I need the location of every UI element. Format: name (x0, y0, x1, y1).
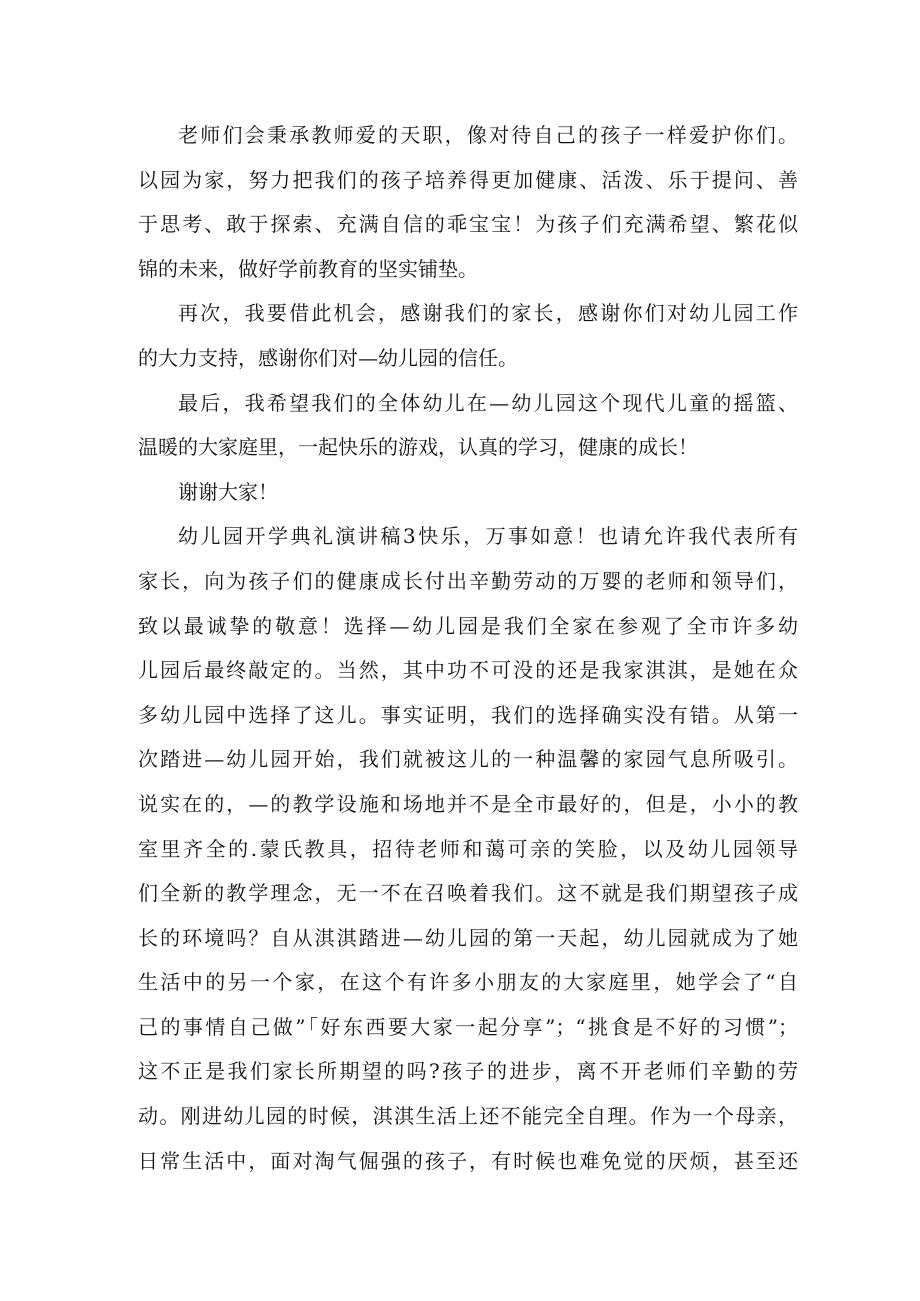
text-line: 日常生活中，面对淘气倔强的孩子，有时候也难免觉的厌烦，甚至还 (138, 1148, 798, 1173)
text-line: 们全新的教学理念，无一不在召唤着我们。这不就是我们期望孩子成 (138, 881, 798, 906)
text-line: 多幼儿园中选择了这儿。事实证明，我们的选择确实没有错。从第一 (138, 702, 798, 727)
text-line: 家长，向为孩子们的健康成长付出辛勤劳动的万婴的老师和领导们， (138, 568, 798, 593)
text-line: 锦的未来，做好学前教育的坚实铺垫。 (138, 256, 478, 281)
text-line: 己的事情自己做”「好东西要大家一起分享”；“挑食是不好的习惯”； (138, 1014, 798, 1039)
text-line: 谢谢大家！ (178, 479, 278, 504)
text-line: 于思考、敢于探索、充满自信的乖宝宝！为孩子们充满希望、繁花似 (138, 212, 798, 237)
text-line: 再次，我要借此机会，感谢我们的家长，感谢你们对幼儿园工作 (178, 301, 798, 326)
text-line: 说实在的，—的教学设施和场地并不是全市最好的，但是，小小的教 (138, 791, 798, 816)
text-line: 生活中的另一个家，在这个有许多小朋友的大家庭里，她学会了“自 (138, 970, 798, 995)
text-line: 儿园后最终敲定的。当然，其中功不可没的还是我家淇淇，是她在众 (138, 658, 798, 683)
text-line: 老师们会秉承教师爱的天职，像对待自己的孩子一样爱护你们。 (178, 123, 798, 147)
text-line: 次踏进—幼儿园开始，我们就被这儿的一种温馨的家园气息所吸引。 (138, 747, 798, 772)
text-line: 最后，我希望我们的全体幼儿在—幼儿园这个现代儿童的摇篮、 (178, 390, 798, 415)
text-line: 长的环境吗？自从淇淇踏进—幼儿园的第一天起，幼儿园就成为了她 (138, 925, 798, 950)
text-line: 这不正是我们家长所期望的吗?孩子的进步，离不开老师们辛勤的劳 (138, 1059, 798, 1084)
text-line: 温暖的大家庭里，一起快乐的游戏，认真的学习，健康的成长！ (138, 435, 698, 460)
text-line: 动。刚进幼儿园的时候，淇淇生活上还不能完全自理。作为一个母亲， (138, 1104, 798, 1129)
text-line: 的大力支持，感谢你们对—幼儿园的信任。 (138, 345, 518, 370)
text-line: 致以最诚挚的敬意！选择—幼儿园是我们全家在参观了全市许多幼 (138, 613, 798, 638)
text-line: 以园为家，努力把我们的孩子培养得更加健康、活泼、乐于提问、善 (138, 167, 798, 192)
text-line: 幼儿园开学典礼演讲稿3快乐，万事如意！也请允许我代表所有 (178, 524, 798, 549)
text-line: 室里齐全的.蒙氏教具，招待老师和蔼可亲的笑脸，以及幼儿园领导 (138, 836, 798, 861)
document-body (138, 113, 798, 1183)
